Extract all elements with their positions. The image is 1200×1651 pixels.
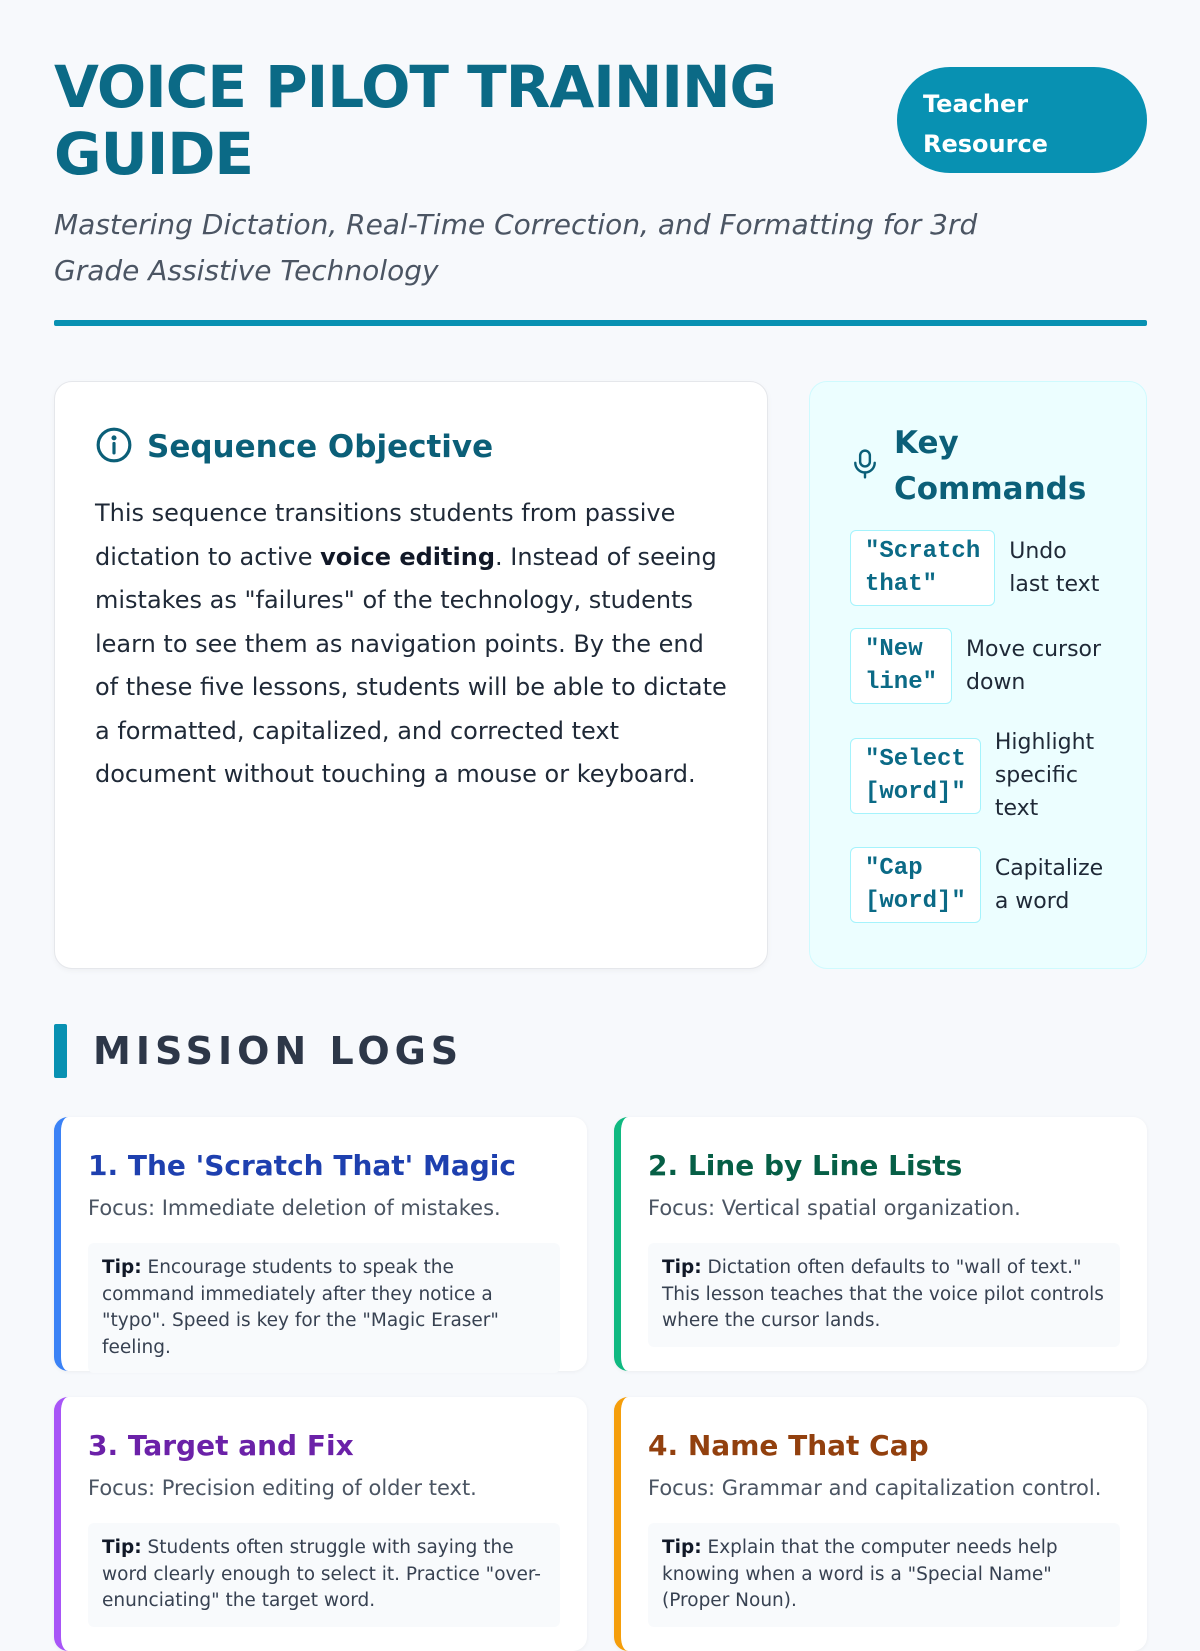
mission-focus: Focus: Precision editing of older text. [88,1476,477,1500]
microphone-icon [850,447,894,485]
mission-title: 4. Name That Cap [648,1429,929,1462]
tip-label: Tip: [102,1537,142,1558]
command-phrase: "Cap [word]" [850,847,981,923]
objective-body-start: This sequence transitions students from passive dictation to active [95,499,676,571]
command-phrase: "Scratch that" [850,530,995,606]
heading-accent-bar [54,1024,67,1078]
header-divider [54,320,1147,326]
commands-title: Key Commands [894,425,1087,507]
objective-header [95,422,727,472]
mission-card-4 [614,1397,1147,1651]
command-phrase: "Select [word]" [850,738,981,814]
mission-logs-heading [54,1024,463,1078]
objective-body-emphasis: voice editing [320,542,495,571]
mission-tip [648,1523,1120,1627]
mission-focus: Focus: Vertical spatial organization. [648,1196,1021,1220]
commands-list [850,530,1106,923]
objective-body-end: . Instead of seeing mistakes as "failures" of the technology, students learn to see them as navigation points. By the end of these five lessons, students will be able to dictate a formatted, capitalized, and corrected text document without touching a mouse or keyboard. [95,542,727,788]
command-description: Move cursor down [966,637,1102,695]
tip-text: Encourage students to speak the command immediately after they notice a "typo". Speed is key for the "Magic Eraser" feeling. [102,1257,499,1358]
mission-focus: Focus: Grammar and capitalization control. [648,1476,1102,1500]
mission-card-3 [54,1397,587,1651]
key-commands-card [809,381,1147,969]
command-row [850,726,1106,825]
info-circle-icon [95,426,147,468]
mission-logs-title: MISSION LOGS [93,1029,464,1073]
tip-label: Tip: [102,1257,142,1278]
command-phrase: "New line" [850,628,952,704]
command-row [850,530,1106,606]
mission-title: 3. Target and Fix [88,1429,354,1462]
tip-label: Tip: [662,1257,702,1278]
page-subtitle: Mastering Dictation, Real-Time Correction, and Formatting for 3rd Grade Assistive Technology [54,208,978,287]
tip-label: Tip: [662,1537,702,1558]
command-description: Capitalize a word [994,856,1104,914]
mission-title: 2. Line by Line Lists [648,1149,963,1182]
mission-tip [88,1243,560,1373]
objective-title: Sequence Objective [147,429,494,465]
sequence-objective-card [54,381,768,969]
command-description: Highlight specific text [994,730,1095,821]
mission-card-2 [614,1117,1147,1371]
page-title: VOICE PILOT TRAINING GUIDE [54,53,777,188]
command-row [850,628,1106,704]
mission-focus: Focus: Immediate deletion of mistakes. [88,1196,501,1220]
command-description: Undo last text [1009,539,1100,597]
objective-body [95,492,727,797]
mission-card-1 [54,1117,587,1371]
mission-tip [88,1523,560,1627]
tip-text: Dictation often defaults to "wall of text." This lesson teaches that the voice pilot controls where the cursor lands. [662,1257,1104,1331]
mission-title: 1. The 'Scratch That' Magic [88,1149,516,1182]
teacher-resource-badge: Teacher Resource [897,67,1147,173]
commands-header [850,420,1106,512]
tip-text: Explain that the computer needs help knowing when a word is a "Special Name" (Proper Noun). [662,1537,1058,1611]
command-row [850,847,1106,923]
mission-tip [648,1243,1120,1347]
tip-text: Students often struggle with saying the word clearly enough to select it. Practice "over-enunciating" the target word. [102,1537,541,1611]
